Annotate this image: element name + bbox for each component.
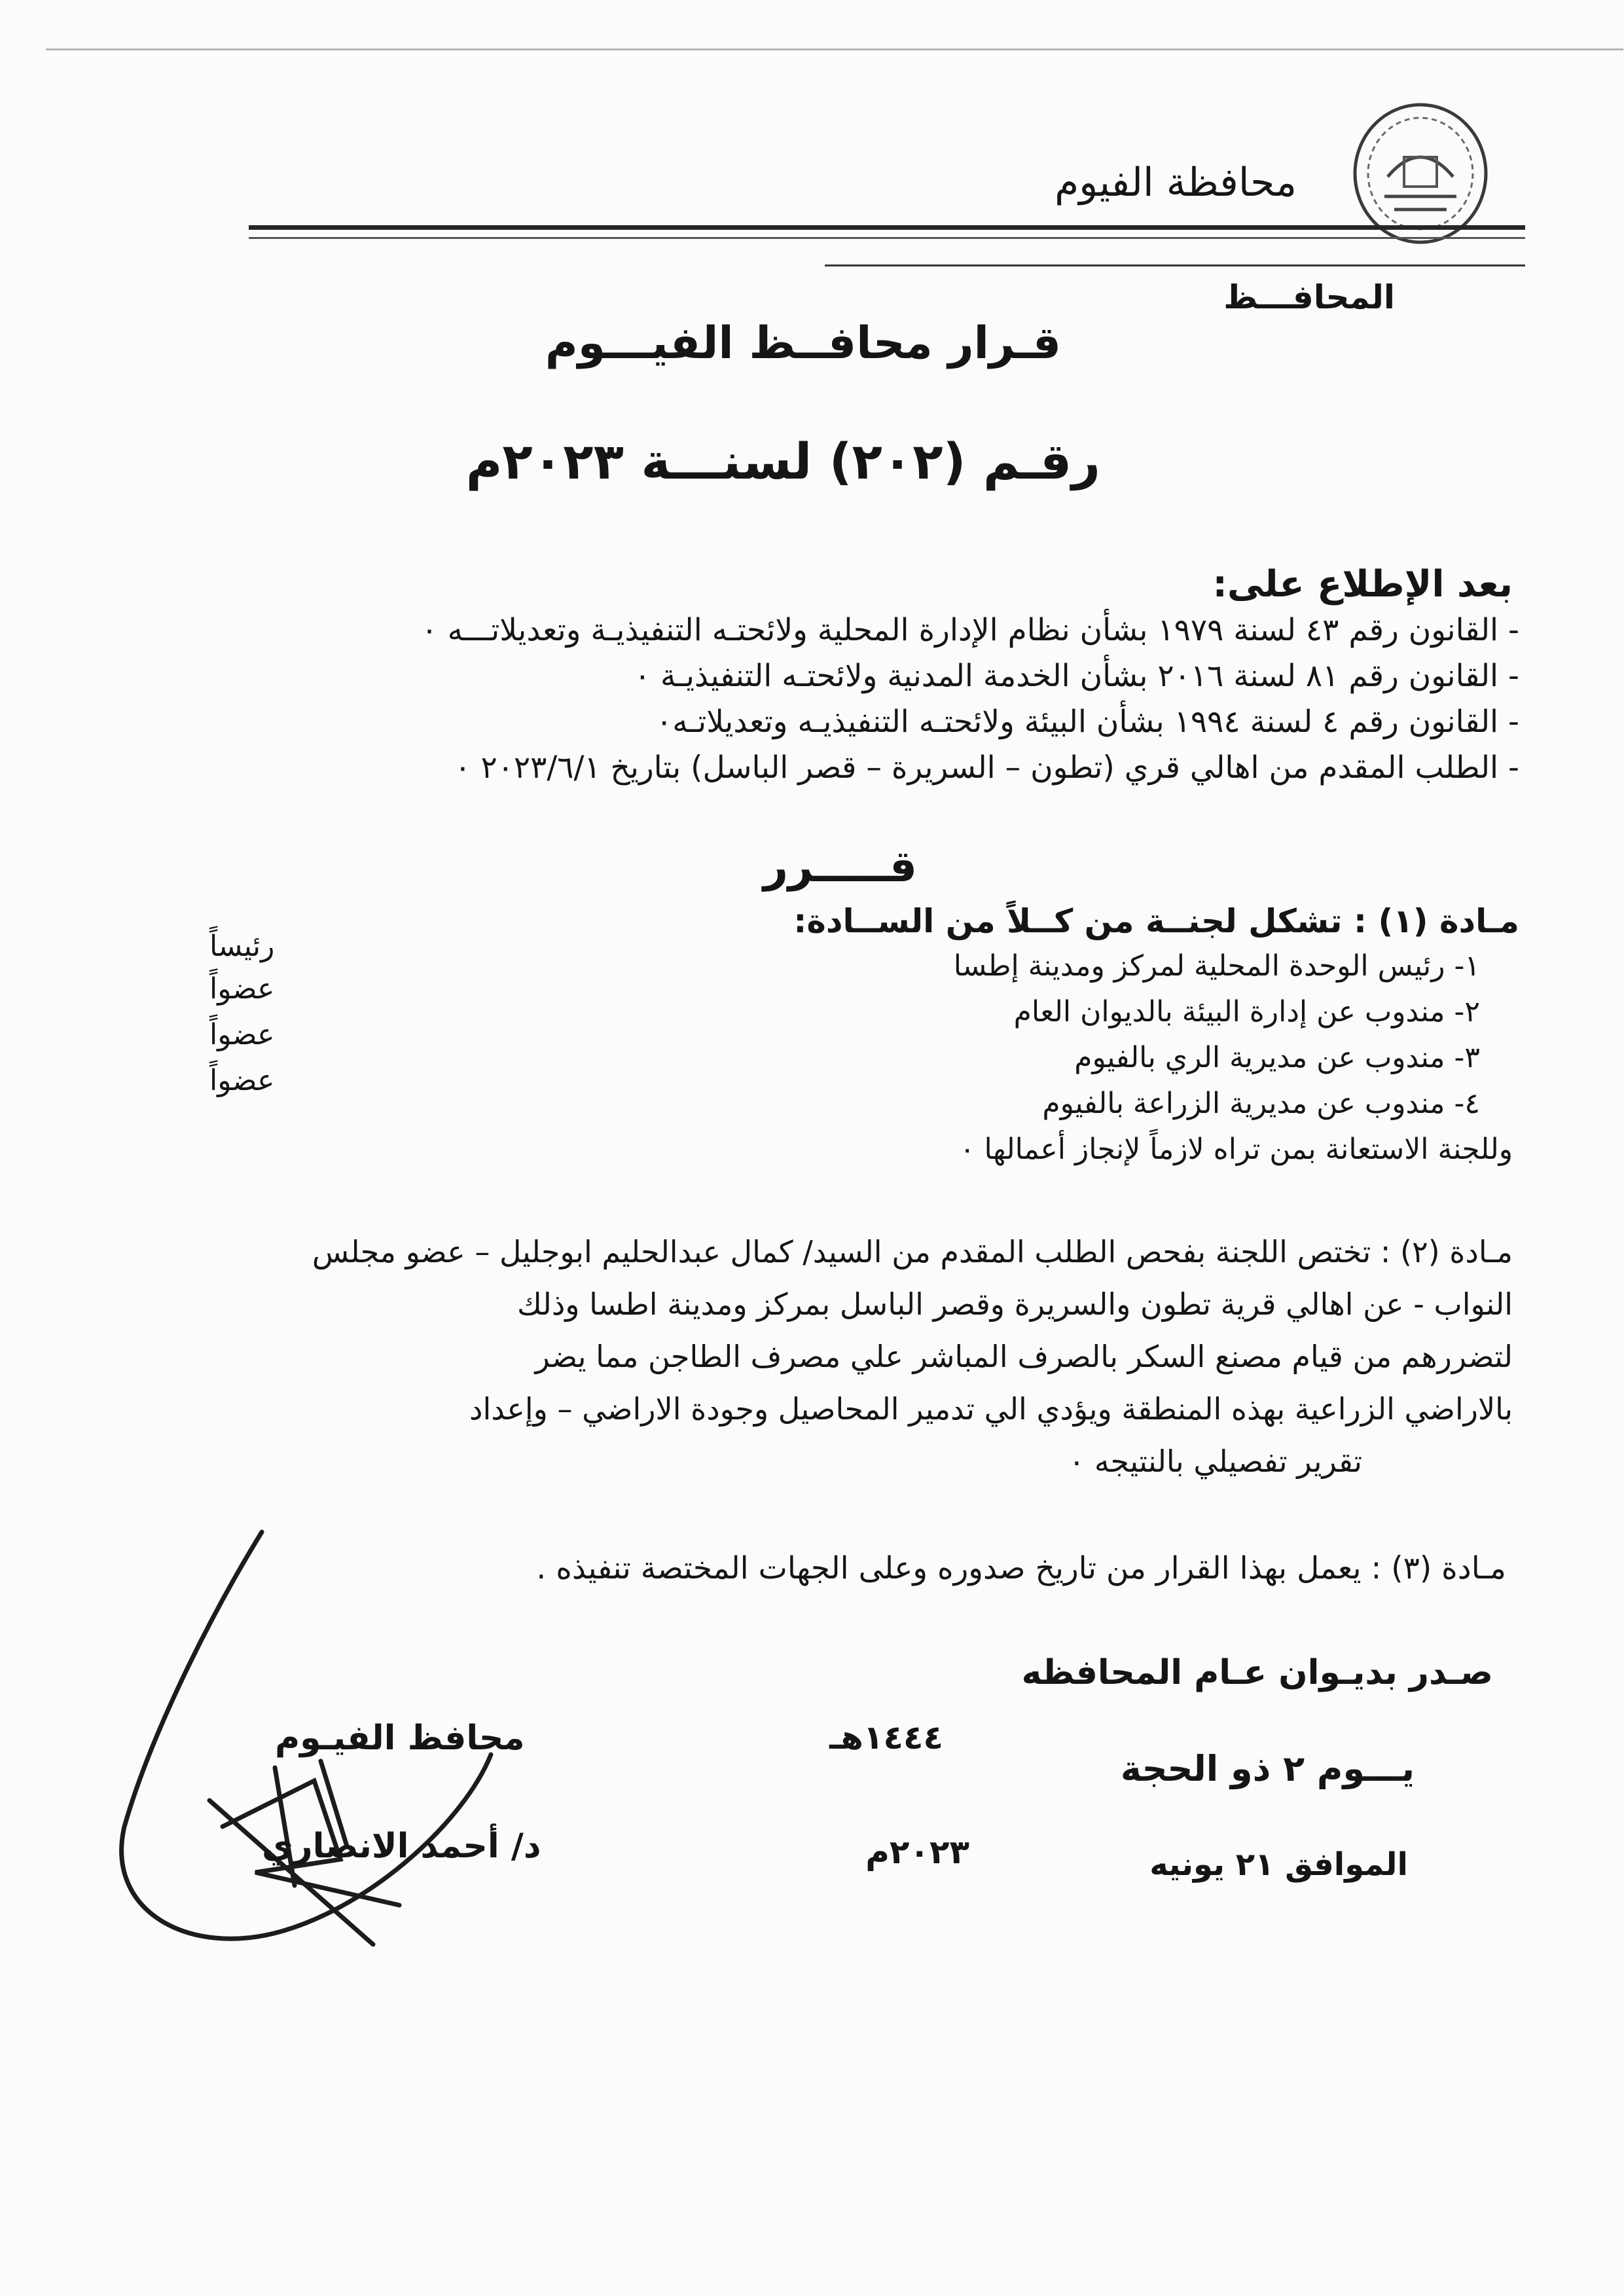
committee-role: عضواً [209, 1018, 275, 1051]
signatory-name: د/ أحمد الانصاري [262, 1827, 541, 1866]
department-label: المحافـــظ [1223, 278, 1395, 316]
decision-number: رقـم (٢٠٢) لسنـــة ٢٠٢٣م [465, 432, 1100, 490]
committee-member: ٤- مندوب عن مديرية الزراعة بالفيوم [1042, 1087, 1480, 1120]
preamble-item: - الطلب المقدم من اهالي قري (تطون – السريرة – قصر الباسل) بتاريخ ٢٠٢٣/٦/١ ٠ [454, 750, 1519, 786]
article-2-line: بالاراضي الزراعية بهذه المنطقة ويؤدي الي تدمير المحاصيل وجودة الاراضي – وإعداد [469, 1391, 1513, 1427]
committee-member: ٣- مندوب عن مديرية الري بالفيوم [1074, 1041, 1480, 1074]
issued-at: صـدر بديـوان عـام المحافظه [1021, 1653, 1493, 1692]
committee-member: ١- رئيس الوحدة المحلية لمركز ومدينة إطسا [953, 949, 1480, 983]
article-2-line: تقرير تفصيلي بالنتيجه ٠ [1068, 1444, 1362, 1479]
decided-heading: قـــــرر [763, 841, 917, 892]
article-3: مـادة (٣) : يعمل بهذا القرار من تاريخ صدوره وعلى الجهات المختصة تنفيذه . [536, 1550, 1506, 1586]
committee-role: عضواً [209, 1064, 275, 1097]
article-2-line: النواب - عن اهالي قرية تطون والسريرة وقصر الباسل بمركز ومدينة اطسا وذلك [517, 1286, 1513, 1322]
header-rule [249, 225, 1525, 230]
governorate-label: محافظة الفيوم [1055, 160, 1297, 206]
article-1-closing: وللجنة الاستعانة بمن تراه لازماً لإنجاز أعمالها ٠ [959, 1133, 1513, 1166]
gregorian-date: الموافق ٢١ يونيه [1149, 1846, 1408, 1883]
hijri-year: ١٤٤٤هـ [829, 1719, 943, 1757]
committee-member: ٢- مندوب عن إدارة البيئة بالديوان العام [1013, 995, 1480, 1029]
committee-role: رئيساً [209, 930, 275, 963]
decision-title: قـرار محافــظ الفيـــوم [545, 318, 1061, 369]
hijri-date: يـــوم ٢ ذو الحجة [1120, 1748, 1415, 1789]
preamble-item: - القانون رقم ٤ لسنة ١٩٩٤ بشأن البيئة ولائحتـه التنفيذيـه وتعديلاتـه٠ [655, 704, 1519, 740]
article-1-heading: مـادة (١) : تشكل لجنــة من كــلاً من الســادة: [793, 902, 1519, 940]
scan-top-edge [46, 48, 1623, 50]
preamble-item: - القانون رقم ٤٣ لسنة ١٩٧٩ بشأن نظام الإدارة المحلية ولائحتـه التنفيذيـة وتعديلاتـــه ٠ [421, 612, 1519, 648]
committee-role: عضواً [209, 972, 275, 1006]
header-rule-thin [249, 237, 1525, 239]
gregorian-year: ٢٠٢٣م [865, 1833, 969, 1871]
article-2-line: مـادة (٢) : تختص اللجنة بفحص الطلب المقدم من السيد/ كمال عبدالحليم ابوجليل – عضو مجلس [312, 1234, 1513, 1269]
header-rule-short [825, 264, 1525, 266]
preamble-intro: بعد الإطلاع على: [1212, 563, 1513, 606]
preamble-item: - القانون رقم ٨١ لسنة ٢٠١٦ بشأن الخدمة المدنية ولائحتـه التنفيذيـة ٠ [634, 658, 1519, 694]
signatory-title: محافظ الفيـوم [275, 1719, 525, 1758]
article-2-line: لتضررهم من قيام مصنع السكر بالصرف المباشر علي مصرف الطاجن مما يضر [535, 1339, 1513, 1374]
